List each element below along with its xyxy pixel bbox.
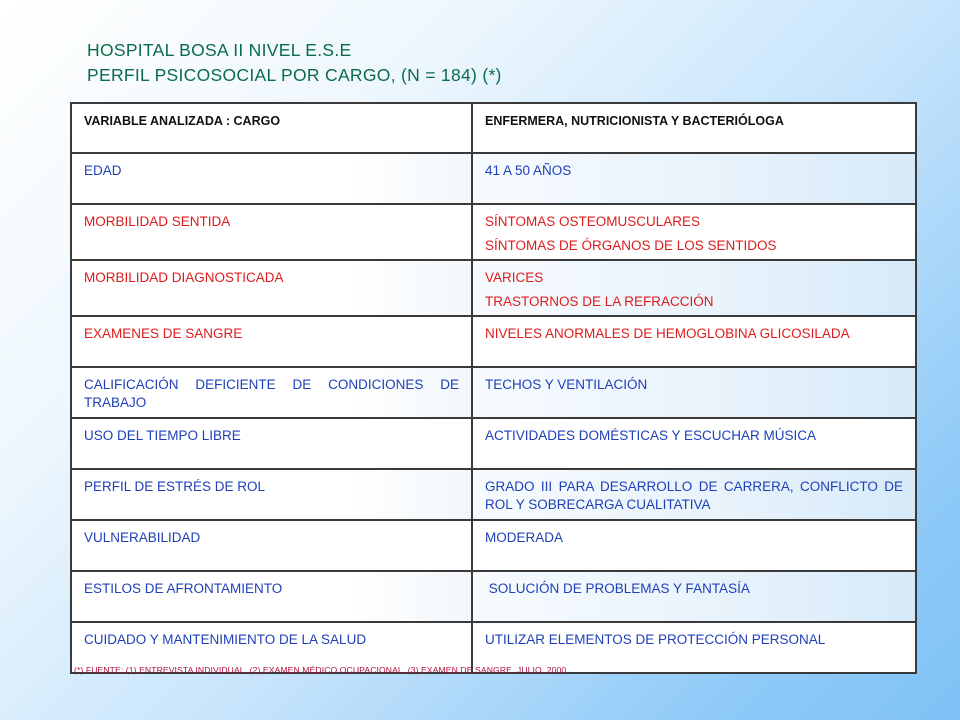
row-variable: USO DEL TIEMPO LIBRE bbox=[71, 418, 472, 469]
row-variable: CALIFICACIÓN DEFICIENTE DE CONDICIONES DE TRABAJO bbox=[71, 367, 472, 418]
row-value-line-1: SÍNTOMAS OSTEOMUSCULARES bbox=[485, 214, 701, 229]
row-value-line-2: TRASTORNOS DE LA REFRACCIÓN bbox=[485, 294, 714, 309]
table-header-row bbox=[71, 103, 916, 153]
table-row bbox=[71, 316, 916, 367]
row-value: UTILIZAR ELEMENTOS DE PROTECCIÓN PERSONAL bbox=[472, 622, 916, 673]
profile-table bbox=[70, 102, 917, 674]
table-row bbox=[71, 571, 916, 622]
row-value-line-1: VARICES bbox=[485, 270, 544, 285]
row-value: MODERADA bbox=[472, 520, 916, 571]
row-variable: MORBILIDAD DIAGNOSTICADA bbox=[71, 260, 472, 316]
table-row bbox=[71, 469, 916, 520]
row-variable: EDAD bbox=[71, 153, 472, 204]
table-row bbox=[71, 204, 916, 260]
table-row bbox=[71, 520, 916, 571]
table-row bbox=[71, 153, 916, 204]
slide-title bbox=[87, 38, 502, 88]
title-line-1: HOSPITAL BOSA II NIVEL E.S.E bbox=[87, 40, 352, 60]
footnote: (*) FUENTE: (1) ENTREVISTA INDIVIDUAL, (2) EXAMEN MÉDICO OCUPACIONAL, (3) EXAMEN DE SANGRE, JULIO, 2000. bbox=[74, 665, 569, 675]
row-value bbox=[472, 204, 916, 260]
row-variable: VULNERABILIDAD bbox=[71, 520, 472, 571]
row-variable: EXAMENES DE SANGRE bbox=[71, 316, 472, 367]
row-value bbox=[472, 260, 916, 316]
row-value: GRADO III PARA DESARROLLO DE CARRERA, CONFLICTO DE ROL Y SOBRECARGA CUALITATIVA bbox=[472, 469, 916, 520]
header-variable: VARIABLE ANALIZADA : CARGO bbox=[71, 103, 472, 153]
row-variable: MORBILIDAD SENTIDA bbox=[71, 204, 472, 260]
table-row bbox=[71, 260, 916, 316]
row-value: NIVELES ANORMALES DE HEMOGLOBINA GLICOSILADA bbox=[472, 316, 916, 367]
row-variable: PERFIL DE ESTRÉS DE ROL bbox=[71, 469, 472, 520]
row-value: 41 A 50 AÑOS bbox=[472, 153, 916, 204]
row-value-line-2: SÍNTOMAS DE ÓRGANOS DE LOS SENTIDOS bbox=[485, 238, 777, 253]
title-line-2: PERFIL PSICOSOCIAL POR CARGO, (N = 184) (*) bbox=[87, 65, 502, 85]
row-value: TECHOS Y VENTILACIÓN bbox=[472, 367, 916, 418]
table-row bbox=[71, 367, 916, 418]
row-variable: CUIDADO Y MANTENIMIENTO DE LA SALUD bbox=[71, 622, 472, 673]
table-row bbox=[71, 418, 916, 469]
row-variable: ESTILOS DE AFRONTAMIENTO bbox=[71, 571, 472, 622]
header-cargo: ENFERMERA, NUTRICIONISTA Y BACTERIÓLOGA bbox=[472, 103, 916, 153]
row-value: ACTIVIDADES DOMÉSTICAS Y ESCUCHAR MÚSICA bbox=[472, 418, 916, 469]
row-value: SOLUCIÓN DE PROBLEMAS Y FANTASÍA bbox=[472, 571, 916, 622]
